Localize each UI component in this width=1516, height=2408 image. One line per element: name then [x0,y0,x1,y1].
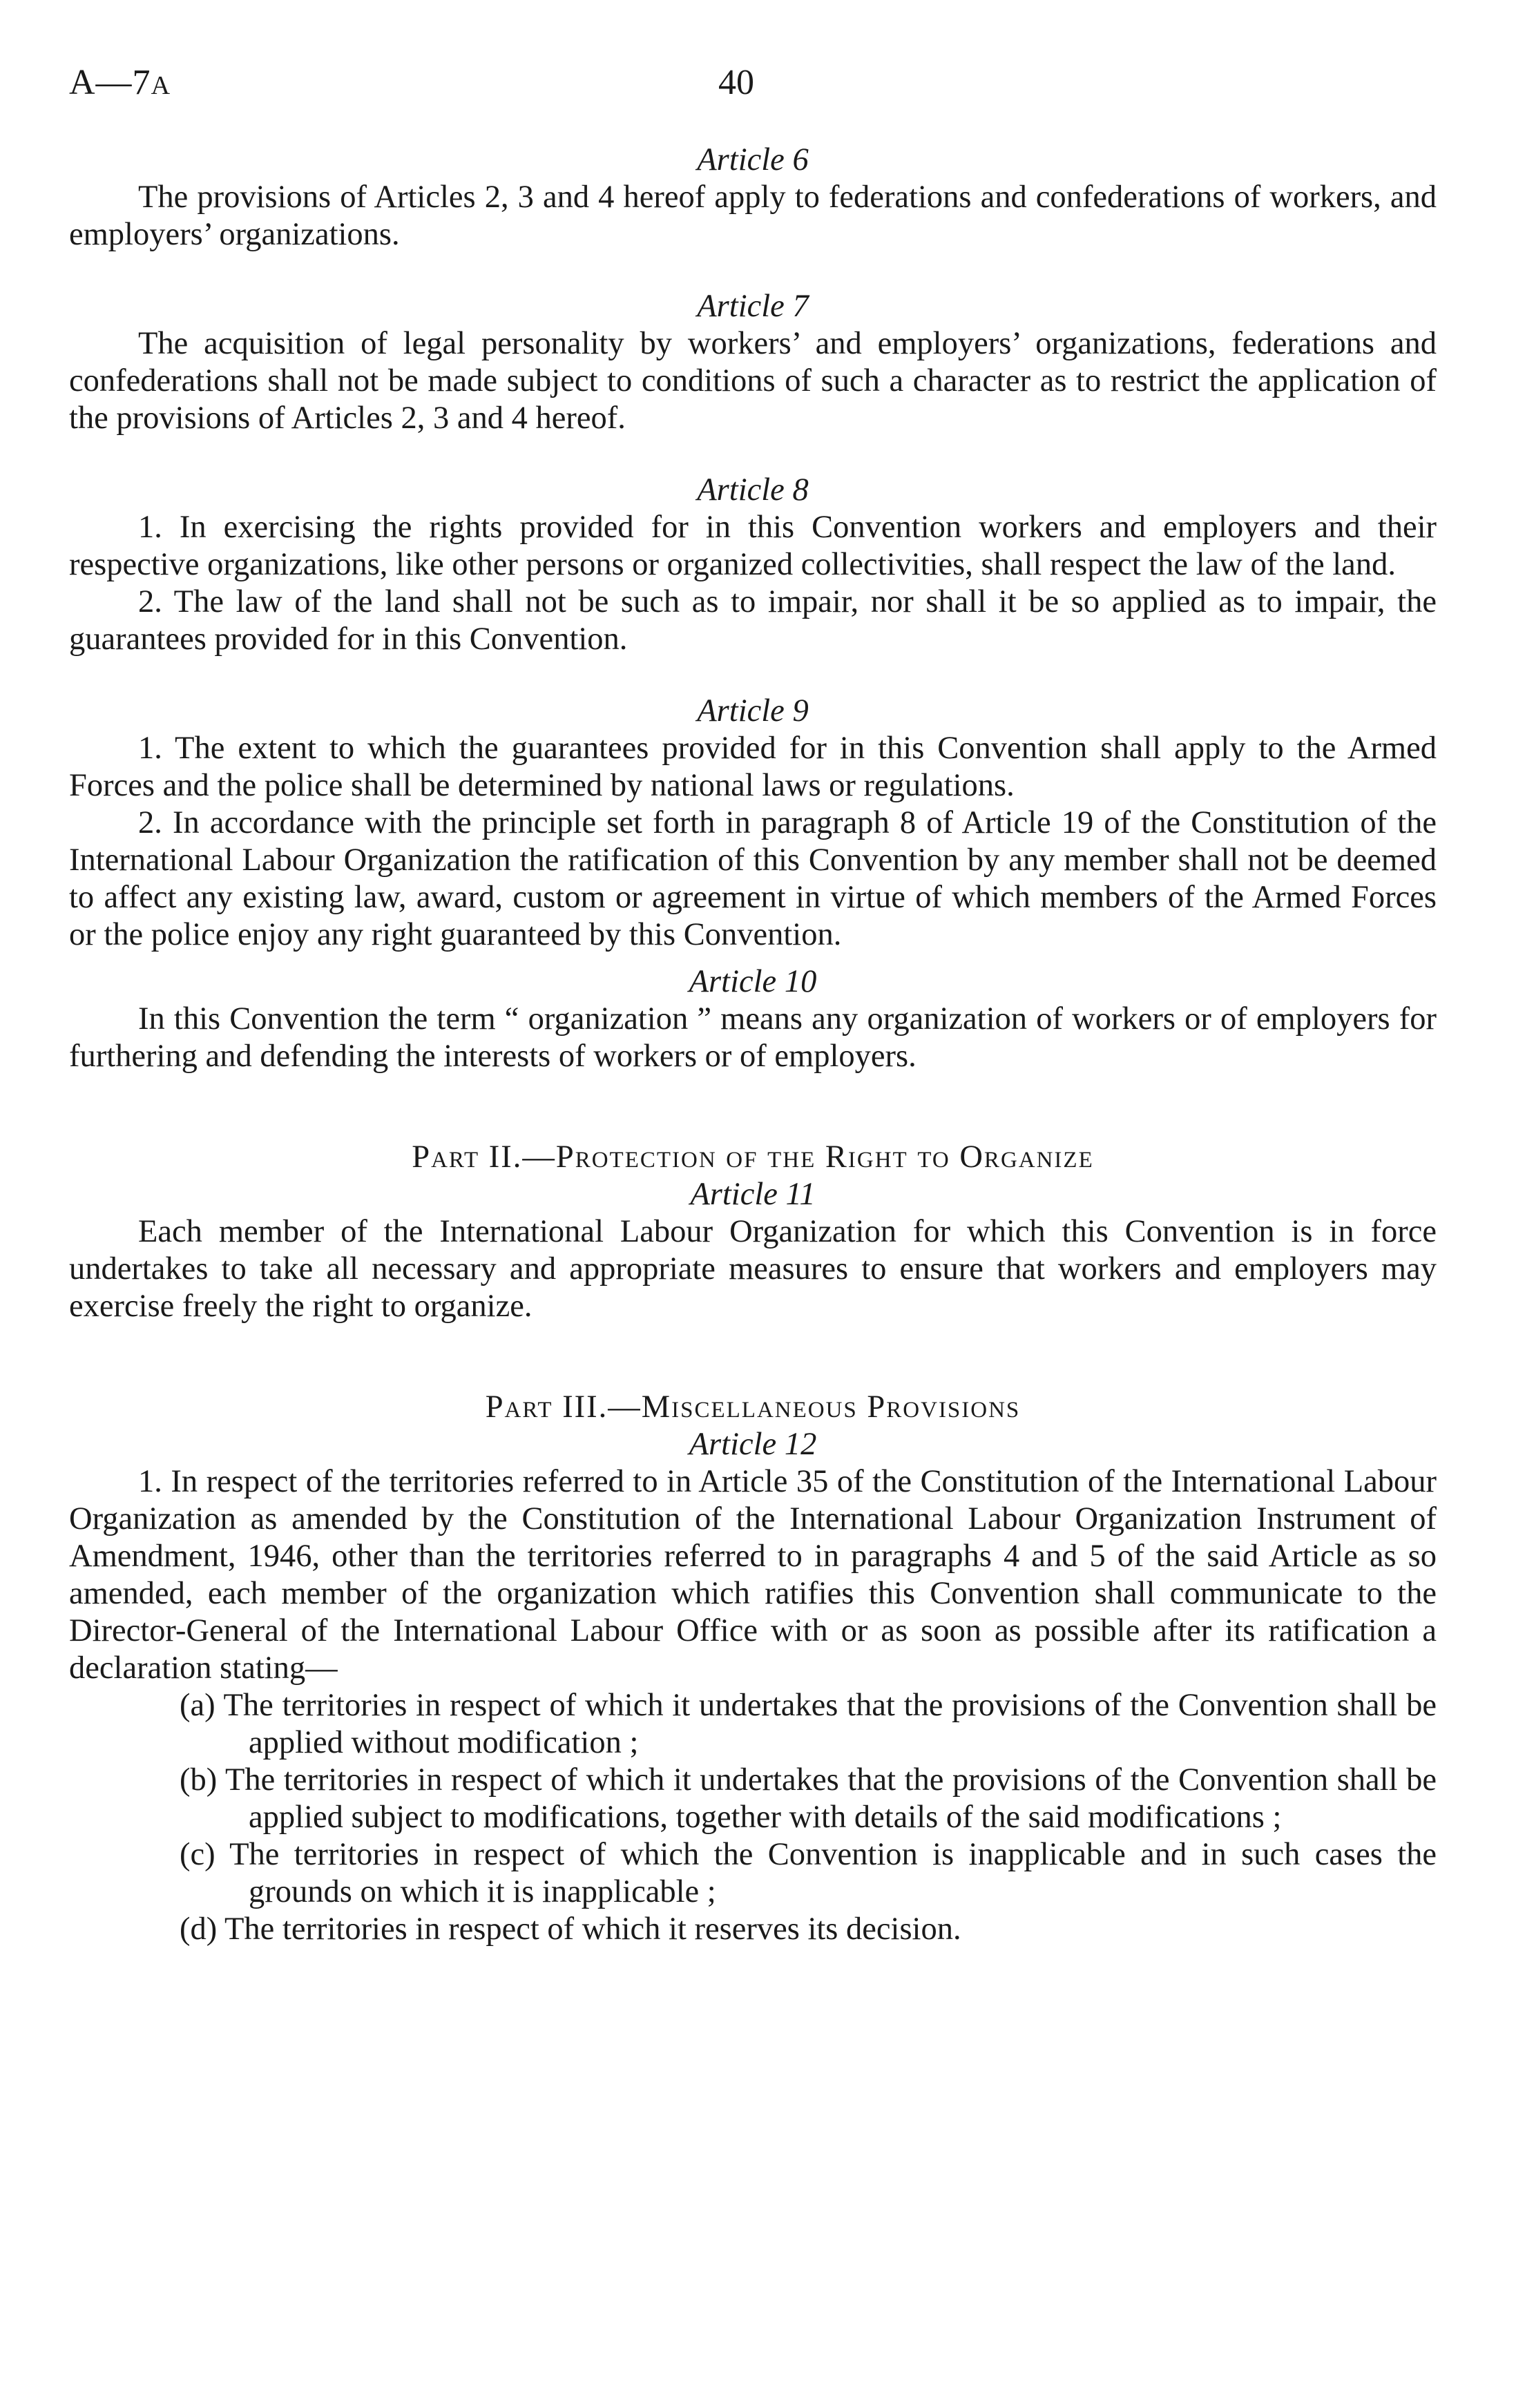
article-10-text: In this Convention the term “ organization ” means any organization of workers or of employers for furthering and defending the interests of workers or of employers. [69,1001,1437,1074]
article-7-heading: Article 7 [697,289,809,324]
article-11-heading: Article 11 [690,1177,816,1212]
article-10-heading: Article 10 [689,964,817,999]
article-6-heading: Article 6 [697,142,809,177]
list-item-text: The territories in respect of which it reserves its decision. [224,1911,961,1947]
article-6-text: The provisions of Articles 2, 3 and 4 hereof apply to federations and confederations of workers, and employers’ organizations. [69,180,1437,252]
article-8-paragraph-1: 1. In exercising the rights provided for in this Convention workers and employers and their respective organizations, like other persons or organized collectivities, shall respect the law of the land. [69,510,1437,582]
document-reference-suffix: A [151,71,171,100]
list-item [69,1911,1437,1948]
list-item-marker: (b) [180,1762,218,1798]
list-item-text: The territories in respect of which it undertakes that the provisions of the Convention shall be applied subject to modifications, together with details of the said modifications ; [225,1762,1437,1835]
article-9-paragraph-2: 2. In accordance with the principle set forth in paragraph 8 of Article 19 of the Constitution of the International Labour Organization the ratification of this Convention by any member shall not be deemed to affect any existing law, award, custom or agreement in virtue of which members of the Armed Forces or the police enjoy any right guaranteed by this Convention. [69,805,1437,952]
page-header [69,62,1437,117]
list-item [69,1836,1437,1911]
list-item [69,1762,1437,1836]
part-2-title: Part II.—Protection of the Right to Organize [412,1139,1094,1175]
article-8-heading: Article 8 [697,472,809,508]
document-reference-main: A—7 [69,63,151,102]
article-8-paragraph-2: 2. The law of the land shall not be such as to impair, nor shall it be so applied as to impair, the guarantees provided for in this Convention. [69,584,1437,657]
list-item-marker: (c) [180,1837,215,1872]
article-7-text: The acquisition of legal personality by workers’ and employers’ organizations, federations and confederations shall not be made subject to conditions of such a character as to restrict the application of the provisions of Articles 2, 3 and 4 hereof. [69,326,1437,436]
document-reference [69,62,171,103]
part-3-title: Part III.—Miscellaneous Provisions [485,1389,1021,1425]
article-9-paragraph-1: 1. The extent to which the guarantees provided for in this Convention shall apply to the Armed Forces and the police shall be determined by national laws or regulations. [69,731,1437,803]
document-body [69,142,1437,1948]
list-item-text: The territories in respect of which it undertakes that the provisions of the Convention shall be applied without modification ; [223,1688,1437,1760]
list-item-marker: (a) [180,1688,215,1723]
list-item-marker: (d) [180,1911,218,1947]
list-item-text: The territories in respect of which the Convention is inapplicable and in such cases the grounds on which it is inapplicable ; [229,1837,1437,1909]
article-12-heading: Article 12 [689,1427,817,1462]
article-9-heading: Article 9 [697,693,809,729]
list-item [69,1687,1437,1762]
article-12-paragraph-1: 1. In respect of the territories referred to in Article 35 of the Constitution of the International Labour Organization as amended by the Constitution of the International Labour Organization Instrument of Amendment, 1946, other than the territories referred to in paragraphs 4 and 5 of the said Article as so amended, each member of the organization which ratifies this Convention shall communicate to the Director-General of the International Labour Office with or as soon as possible after its ratification a declaration stating— [69,1464,1437,1686]
article-11-text: Each member of the International Labour Organization for which this Convention is in force undertakes to take all necessary and appropriate measures to ensure that workers and employers may exercise freely the right to organize. [69,1214,1437,1324]
page-number: 40 [718,63,754,102]
